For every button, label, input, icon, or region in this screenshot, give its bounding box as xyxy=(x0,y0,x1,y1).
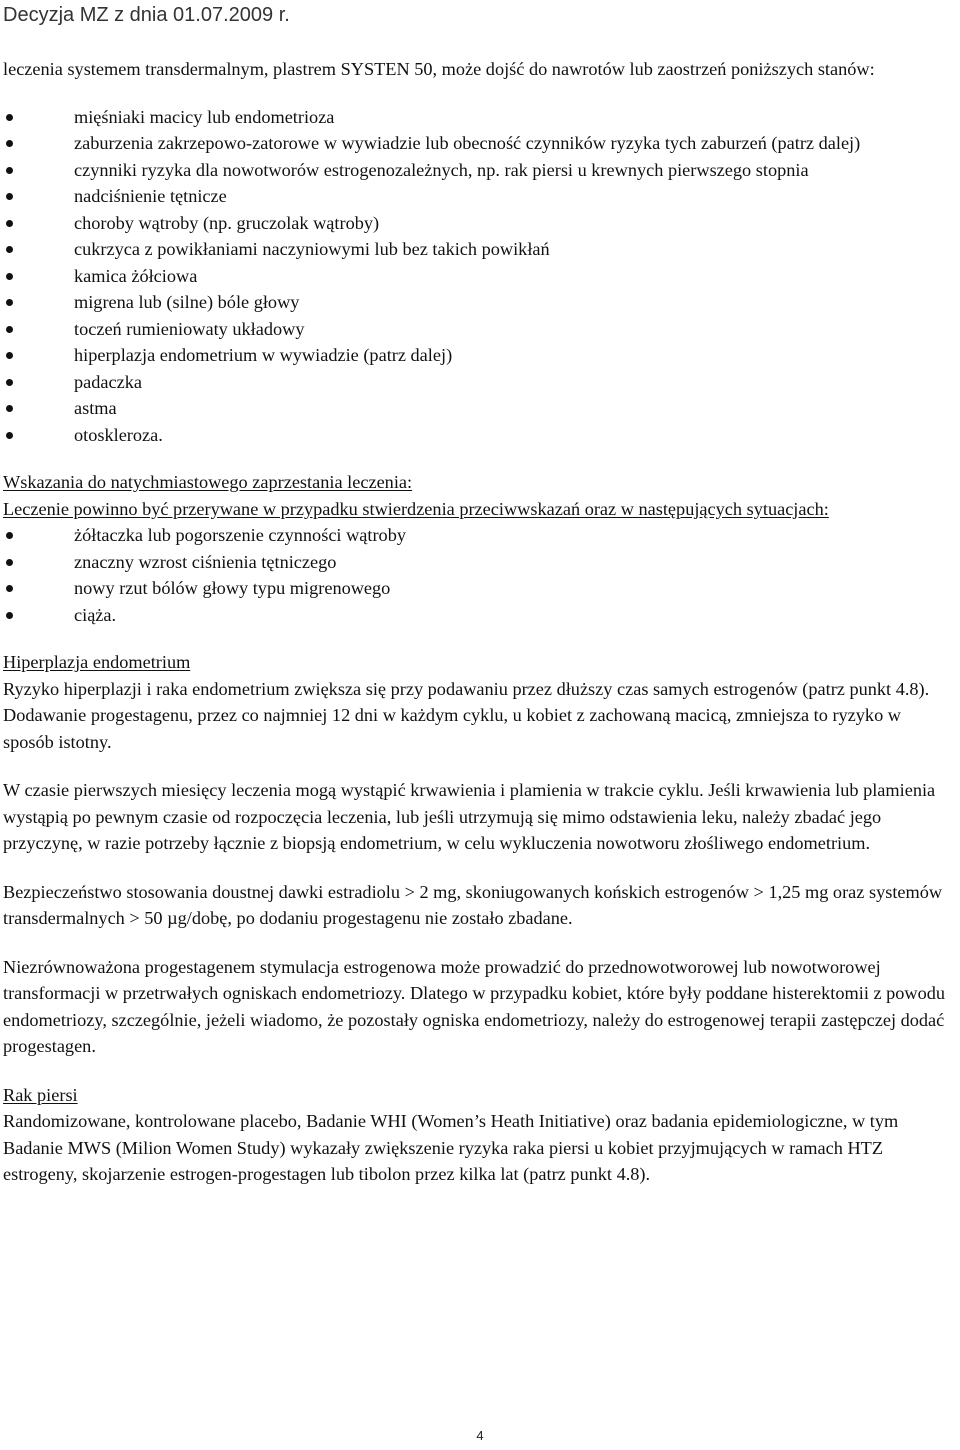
stop-heading: Wskazania do natychmiastowego zaprzestania leczenia: xyxy=(3,472,413,492)
paragraph: Ryzyko hiperplazji i raka endometrium zwiększa się przy podawaniu przez dłuższy czas samych estrogenów (patrz punkt 4.8). Dodawanie progestagenu, przez co najmniej 12 dni w każdym cyklu, u kobiet z zachowaną macicą, zmniejsza to ryzyko w sposób istotny. xyxy=(3,678,930,752)
breast-cancer-heading: Rak piersi xyxy=(3,1084,78,1105)
document-header: Decyzja MZ z dnia 01.07.2009 r. xyxy=(3,4,290,26)
intro-paragraph: leczenia systemem transdermalnym, plastrem SYSTEN 50, może dojść do nawrotów lub zaostrzeń poniższych stanów: xyxy=(3,59,875,79)
conditions-list xyxy=(3,104,953,449)
paragraph: W czasie pierwszych miesięcy leczenia mogą wystąpić krwawienia i plamienia w trakcie cyklu. Jeśli krwawienia lub plamienia wystąpią po pewnym czasie od rozpoczęcia leczenia, lub jeśli utrzymują się mimo odstawienia leku, należy zbadać jego przyczynę, w razie potrzeby łącznie z biopsją endometrium, w celu wykluczenia nowotworu złośliwego endometrium. xyxy=(3,780,936,853)
paragraph: Randomizowane, kontrolowane placebo, Badanie WHI (Women’s Heath Initiative) oraz badania epidemiologiczne, w tym Badanie MWS (Milion Women Study) wykazały zwiększenie ryzyka raka piersi u kobiet przyjmujących w ramach HTZ estrogeny, skojarzenie estrogen-progestagen lub tibolon przez kilka lat (patrz punkt 4.8). xyxy=(3,1111,899,1184)
list-item: hiperplazja endometrium w wywiadzie (patrz dalej) xyxy=(3,342,953,369)
list-item: astma xyxy=(3,395,953,422)
list-item: zaburzenia zakrzepowo-zatorowe w wywiadzie lub obecność czynników ryzyka tych zaburzeń (patrz dalej) xyxy=(3,130,953,157)
list-item: nadciśnienie tętnicze xyxy=(3,183,953,210)
list-item: toczeń rumieniowaty układowy xyxy=(3,316,953,343)
list-item: ciąża. xyxy=(3,602,953,629)
list-item: choroby wątroby (np. gruczolak wątroby) xyxy=(3,210,953,237)
paragraph: Bezpieczeństwo stosowania doustnej dawki estradiolu > 2 mg, skoniugowanych końskich estrogenów > 1,25 mg oraz systemów transdermalnych > 50 µg/dobę, po dodaniu progestagenu nie zostało zbadane. xyxy=(3,881,943,928)
list-item: migrena lub (silne) bóle głowy xyxy=(3,289,953,316)
stop-text: Leczenie powinno być przerywane w przypadku stwierdzenia przeciwwskazań oraz w następujących sytuacjach: xyxy=(3,498,829,519)
stop-list xyxy=(3,522,953,628)
list-item: znaczny wzrost ciśnienia tętniczego xyxy=(3,549,953,576)
list-item: otoskleroza. xyxy=(3,422,953,449)
list-item: kamica żółciowa xyxy=(3,263,953,290)
list-item: nowy rzut bólów głowy typu migrenowego xyxy=(3,575,953,602)
list-item: padaczka xyxy=(3,369,953,396)
paragraph: Niezrównoważona progestagenem stymulacja estrogenowa może prowadzić do przednowotworowej lub nowotworowej transformacji w przetrwałych ogniskach endometriozy. Dlatego w przypadku kobiet, które były poddane histerektomii z powodu endometriozy, szczególnie, jeżeli wiadomo, że pozostały ogniska endometriozy, należy do estrogenowej terapii zastępczej dodać progestagen. xyxy=(3,956,946,1056)
list-item: mięśniaki macicy lub endometrioza xyxy=(3,104,953,131)
list-item: czynniki ryzyka dla nowotworów estrogenozależnych, np. rak piersi u krewnych pierwszego stopnia xyxy=(3,157,953,184)
page-number: 4 xyxy=(476,1428,484,1443)
list-item: cukrzyca z powikłaniami naczyniowymi lub bez takich powikłań xyxy=(3,236,953,263)
hyperplasia-heading: Hiperplazja endometrium xyxy=(3,652,191,672)
document-body xyxy=(3,56,953,1188)
list-item: żółtaczka lub pogorszenie czynności wątroby xyxy=(3,522,953,549)
